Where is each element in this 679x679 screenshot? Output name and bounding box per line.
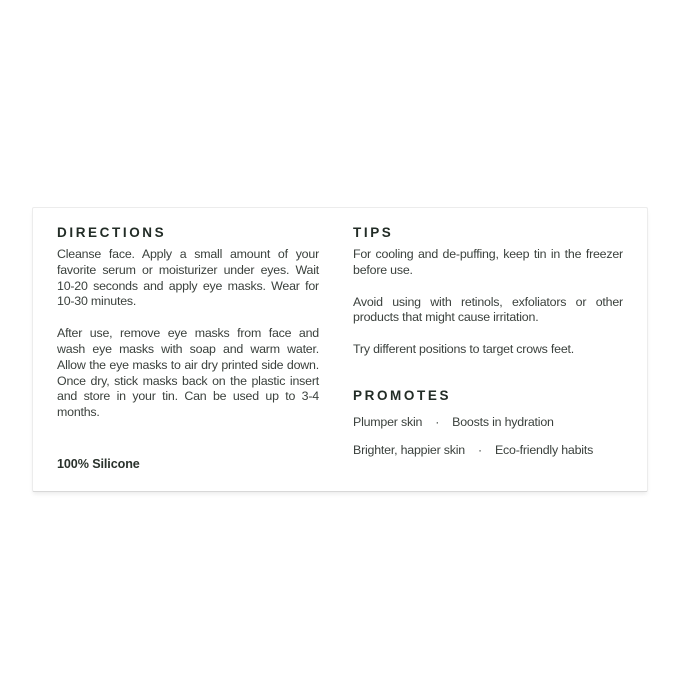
tips-section (353, 226, 623, 358)
promotes-row-1 (353, 415, 623, 431)
tips-paragraph-2: Avoid using with retinols, exfoliators or other products that might cause irritation. (353, 294, 623, 325)
left-column (57, 226, 319, 491)
dot-separator: · (435, 414, 440, 429)
tips-paragraph-3: Try different positions to target crows feet. (353, 342, 575, 357)
directions-heading: DIRECTIONS (57, 225, 167, 240)
promotes-heading: PROMOTES (353, 387, 452, 403)
promotes-section (353, 389, 623, 459)
material-note: 100% Silicone (57, 456, 140, 471)
directions-section (57, 226, 319, 421)
directions-paragraph-1: Cleanse face. Apply a small amount of your favorite serum or moisturizer under eyes. Wait 10-20 seconds and apply eye masks. Wear for 10-30 minutes. (57, 247, 319, 309)
dot-separator: · (478, 442, 482, 457)
promotes-row-2 (353, 443, 623, 459)
tips-paragraph-1: For cooling and de-puffing, keep tin in the freezer before use. (353, 247, 623, 277)
promote-item: Plumper skin (353, 414, 423, 429)
promote-item: Eco-friendly habits (494, 442, 594, 457)
promote-item: Boosts in hydration (452, 414, 554, 429)
right-column (353, 226, 623, 491)
product-info-card (32, 207, 648, 492)
promote-item: Brighter, happier skin (353, 442, 465, 457)
tips-heading: TIPS (353, 225, 394, 240)
directions-paragraph-2: After use, remove eye masks from face and wash eye masks with soap and warm water. Allow the eye masks to air dry printed side down. Once dry, stick masks back on the plastic insert and store in your tin. Can be used up to 3-4 months. (57, 326, 319, 420)
